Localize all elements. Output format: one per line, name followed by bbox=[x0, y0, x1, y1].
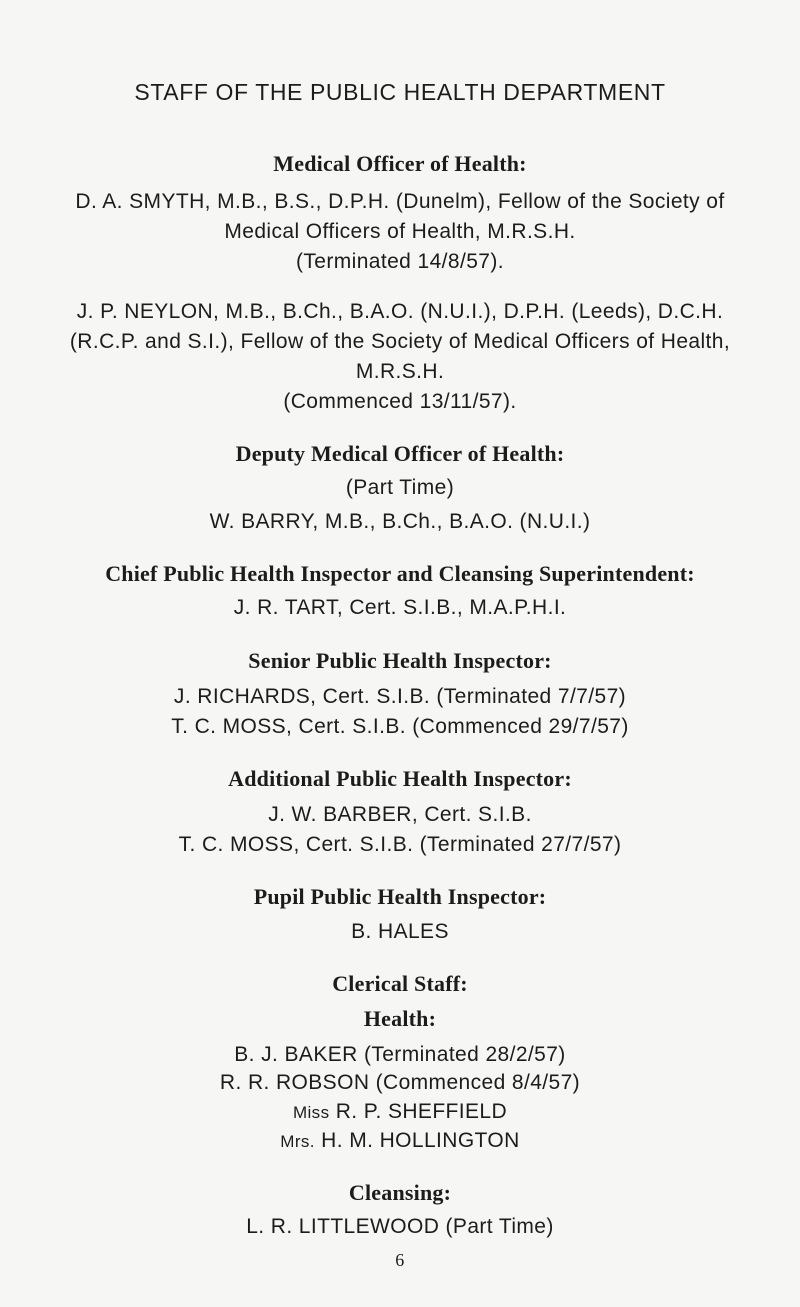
robson-line: R. R. ROBSON (Commenced 8/4/57) bbox=[219, 1071, 581, 1094]
deputy-note: (Part Time) bbox=[345, 476, 455, 499]
chief-name: J. R. TART, Cert. S.I.B., M.A.P.H.I. bbox=[233, 596, 567, 619]
hollington-title: Mrs. bbox=[280, 1132, 315, 1151]
moh-heading: Medical Officer of Health: bbox=[273, 151, 527, 176]
sheffield-title: Miss bbox=[292, 1103, 330, 1122]
cleansing-name: L. R. LITTLEWOOD (Part Time) bbox=[246, 1215, 554, 1238]
deputy-heading: Deputy Medical Officer of Health: bbox=[235, 441, 565, 466]
page-title: STAFF OF THE PUBLIC HEALTH DEPARTMENT bbox=[134, 79, 666, 105]
additional-heading: Additional Public Health Inspector: bbox=[228, 766, 572, 791]
hollington-line bbox=[0, 1129, 800, 1153]
baker-line: B. J. BAKER (Terminated 28/2/57) bbox=[234, 1043, 566, 1066]
clerical-subheading: Health: bbox=[363, 1006, 437, 1031]
additional-name-1: J. W. BARBER, Cert. S.I.B. bbox=[268, 803, 532, 826]
hollington-name: H. M. HOLLINGTON bbox=[321, 1129, 520, 1152]
additional-name-2: T. C. MOSS, Cert. S.I.B. (Terminated 27/7/57) bbox=[178, 833, 622, 856]
neylon-line-1: J. P. NEYLON, M.B., B.Ch., B.A.O. (N.U.I.), D.P.H. (Leeds), D.C.H. bbox=[76, 300, 724, 323]
pupil-name: B. HALES bbox=[351, 920, 449, 943]
smyth-line-2: Medical Officers of Health, M.R.S.H. bbox=[224, 220, 576, 243]
sheffield-line bbox=[0, 1100, 800, 1124]
cleansing-heading: Cleansing: bbox=[348, 1180, 452, 1205]
neylon-line-3: M.R.S.H. bbox=[355, 360, 445, 383]
chief-heading: Chief Public Health Inspector and Cleansing Superintendent: bbox=[105, 561, 695, 586]
clerical-heading: Clerical Staff: bbox=[332, 971, 468, 996]
neylon-line-2: (R.C.P. and S.I.), Fellow of the Society of Medical Officers of Health, bbox=[69, 330, 731, 353]
smyth-line-3: (Terminated 14/8/57). bbox=[295, 250, 504, 273]
neylon-line-4: (Commenced 13/11/57). bbox=[283, 390, 517, 413]
deputy-name: W. BARRY, M.B., B.Ch., B.A.O. (N.U.I.) bbox=[209, 510, 591, 533]
pupil-heading: Pupil Public Health Inspector: bbox=[253, 884, 547, 909]
senior-name-1: J. RICHARDS, Cert. S.I.B. (Terminated 7/7/57) bbox=[173, 685, 627, 708]
smyth-line-1: D. A. SMYTH, M.B., B.S., D.P.H. (Dunelm), Fellow of the Society of bbox=[75, 190, 725, 213]
page-number: 6 bbox=[395, 1250, 405, 1270]
sheffield-name: R. P. SHEFFIELD bbox=[335, 1100, 508, 1123]
senior-heading: Senior Public Health Inspector: bbox=[248, 648, 552, 673]
senior-name-2: T. C. MOSS, Cert. S.I.B. (Commenced 29/7/57) bbox=[171, 715, 629, 738]
